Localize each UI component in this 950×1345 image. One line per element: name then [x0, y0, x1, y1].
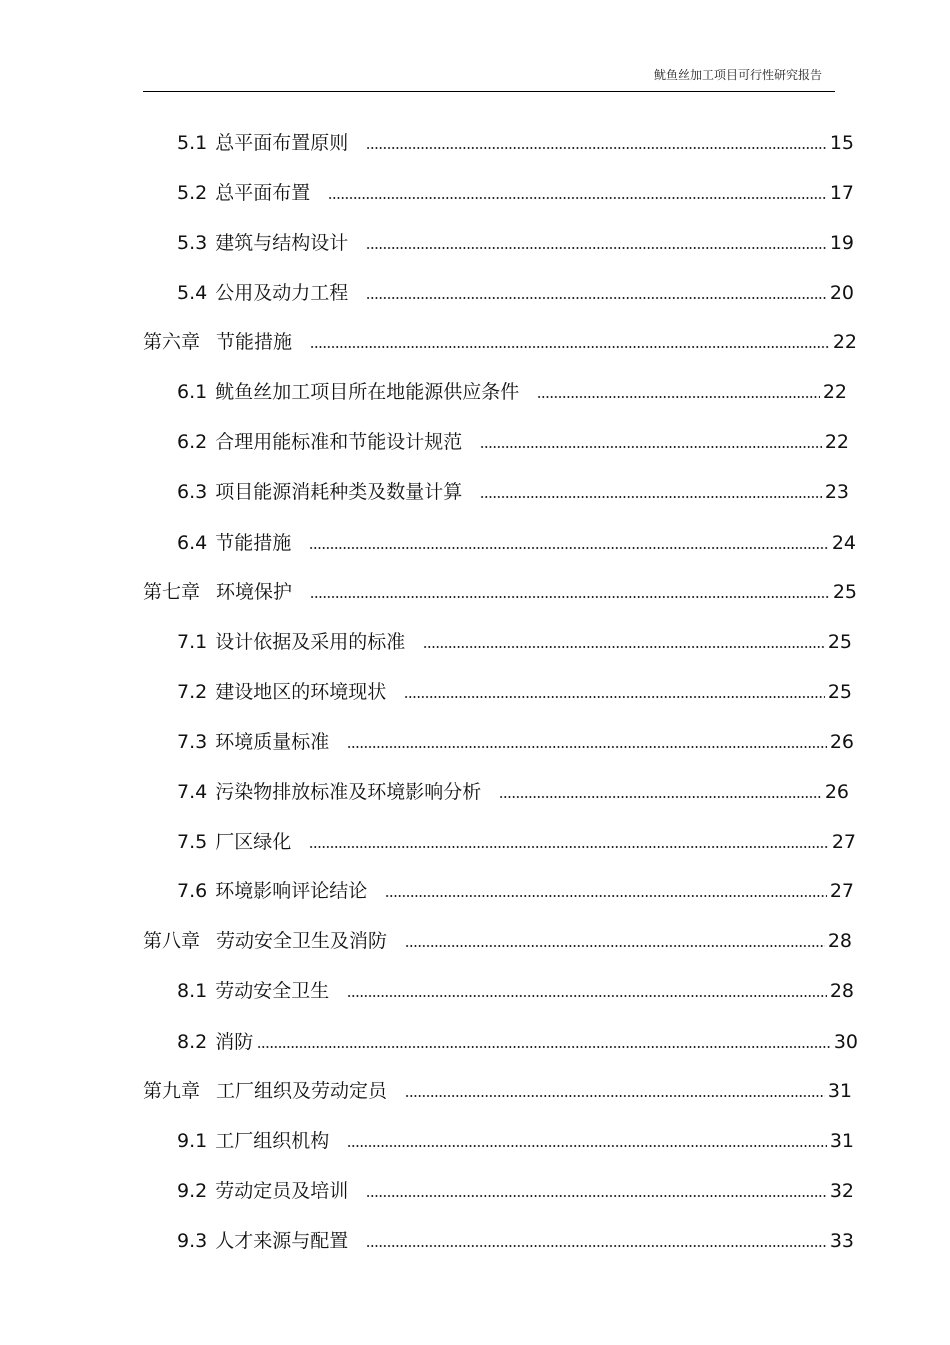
dot-leader — [347, 1142, 827, 1149]
toc-number: 5.1 — [177, 132, 208, 154]
toc-page-number: 25 — [832, 581, 857, 603]
toc-entry-chapter-8[interactable] — [143, 929, 852, 953]
toc-page-number: 22 — [824, 431, 849, 453]
dot-leader — [537, 393, 820, 400]
toc-page-number: 17 — [829, 182, 854, 204]
toc-number: 5.3 — [177, 232, 208, 254]
toc-title: 工厂组织机构 — [215, 1130, 330, 1152]
toc-page-number: 24 — [831, 532, 856, 554]
toc-page-number: 27 — [829, 880, 854, 902]
toc-title: 人才来源与配置 — [215, 1230, 349, 1252]
dot-leader — [480, 443, 822, 450]
toc-page-number: 31 — [829, 1130, 854, 1152]
toc-title: 公用及动力工程 — [215, 282, 349, 304]
toc-number: 7.6 — [177, 880, 208, 902]
toc-number: 8.1 — [177, 980, 208, 1002]
toc-number: 5.4 — [177, 282, 208, 304]
toc-entry-7-3[interactable] — [177, 730, 854, 754]
toc-number: 7.5 — [177, 831, 208, 853]
toc-page-number: 22 — [832, 331, 857, 353]
toc-number: 6.1 — [177, 381, 208, 403]
toc-entry-7-2[interactable] — [177, 680, 852, 704]
dot-leader — [328, 194, 827, 201]
toc-title: 鱿鱼丝加工项目所在地能源供应条件 — [215, 381, 520, 403]
dot-leader — [499, 793, 822, 800]
toc-title: 工厂组织及劳动定员 — [216, 1080, 388, 1102]
toc-number: 9.3 — [177, 1230, 208, 1252]
toc-title: 消防 — [215, 1031, 254, 1053]
toc-page-number: 32 — [829, 1180, 854, 1202]
toc-number: 6.3 — [177, 481, 208, 503]
toc-entry-6-1[interactable] — [177, 380, 847, 404]
toc-title: 合理用能标准和节能设计规范 — [215, 431, 463, 453]
toc-page-number: 33 — [829, 1230, 854, 1252]
dot-leader — [310, 343, 830, 350]
toc-entry-5-1[interactable] — [177, 131, 854, 155]
toc-entry-8-2[interactable] — [177, 1030, 858, 1054]
toc-number: 7.1 — [177, 631, 208, 653]
toc-title: 总平面布置 — [215, 182, 311, 204]
toc-title: 总平面布置原则 — [215, 132, 349, 154]
toc-entry-7-1[interactable] — [177, 630, 852, 654]
dot-leader — [366, 1192, 827, 1199]
toc-chapter-number: 第六章 — [143, 331, 201, 353]
toc-page-number: 30 — [833, 1031, 858, 1053]
toc-number: 5.2 — [177, 182, 208, 204]
dot-leader — [366, 1242, 827, 1249]
toc-entry-chapter-6[interactable] — [143, 330, 857, 354]
toc-number: 7.4 — [177, 781, 208, 803]
toc-entry-9-1[interactable] — [177, 1129, 854, 1153]
toc-page-number: 26 — [829, 731, 854, 753]
dot-leader — [480, 493, 822, 500]
toc-title: 污染物排放标准及环境影响分析 — [215, 781, 482, 803]
toc-entry-9-2[interactable] — [177, 1179, 854, 1203]
toc-page-number: 26 — [824, 781, 849, 803]
toc-chapter-number: 第七章 — [143, 581, 201, 603]
toc-title: 环境质量标准 — [215, 731, 330, 753]
toc-chapter-number: 第九章 — [143, 1080, 201, 1102]
toc-number: 6.2 — [177, 431, 208, 453]
toc-entry-7-5[interactable] — [177, 830, 856, 854]
dot-leader — [257, 1043, 831, 1050]
toc-number: 7.2 — [177, 681, 208, 703]
toc-number: 7.3 — [177, 731, 208, 753]
running-header-title: 鱿鱼丝加工项目可行性研究报告 — [653, 68, 822, 82]
toc-title: 环境保护 — [216, 581, 293, 603]
dot-leader — [366, 144, 827, 151]
toc-entry-7-4[interactable] — [177, 780, 849, 804]
toc-entry-8-1[interactable] — [177, 979, 854, 1003]
toc-number: 9.1 — [177, 1130, 208, 1152]
toc-entry-6-4[interactable] — [177, 531, 856, 555]
toc-number: 8.2 — [177, 1031, 208, 1053]
dot-leader — [385, 892, 827, 899]
toc-entry-chapter-7[interactable] — [143, 580, 857, 604]
toc-page-number: 20 — [829, 282, 854, 304]
dot-leader — [366, 244, 827, 251]
dot-leader — [405, 942, 825, 949]
toc-entry-9-3[interactable] — [177, 1229, 854, 1253]
toc-page-number: 28 — [827, 930, 852, 952]
toc-title: 环境影响评论结论 — [215, 880, 368, 902]
toc-page-number: 25 — [827, 681, 852, 703]
dot-leader — [404, 693, 825, 700]
toc-page-number: 22 — [822, 381, 847, 403]
toc-entry-5-4[interactable] — [177, 281, 854, 305]
dot-leader — [423, 643, 825, 650]
toc-number: 9.2 — [177, 1180, 208, 1202]
header-rule — [143, 91, 835, 92]
toc-entry-7-6[interactable] — [177, 879, 854, 903]
toc-title: 劳动安全卫生 — [215, 980, 330, 1002]
toc-title: 建设地区的环境现状 — [215, 681, 387, 703]
toc-title: 厂区绿化 — [215, 831, 292, 853]
dot-leader — [347, 992, 827, 999]
toc-page-number: 27 — [831, 831, 856, 853]
toc-entry-6-2[interactable] — [177, 430, 849, 454]
toc-title: 劳动安全卫生及消防 — [216, 930, 388, 952]
dot-leader — [366, 294, 827, 301]
toc-page-number: 31 — [827, 1080, 852, 1102]
toc-entry-chapter-9[interactable] — [143, 1079, 852, 1103]
toc-title: 建筑与结构设计 — [215, 232, 349, 254]
toc-entry-6-3[interactable] — [177, 480, 849, 504]
toc-title: 节能措施 — [216, 331, 293, 353]
toc-page-number: 28 — [829, 980, 854, 1002]
dot-leader — [405, 1092, 825, 1099]
toc-number: 6.4 — [177, 532, 208, 554]
toc-title: 项目能源消耗种类及数量计算 — [215, 481, 463, 503]
toc-title: 设计依据及采用的标准 — [215, 631, 406, 653]
toc-chapter-number: 第八章 — [143, 930, 201, 952]
toc-page-number: 15 — [829, 132, 854, 154]
dot-leader — [309, 544, 829, 551]
dot-leader — [309, 843, 829, 850]
toc-page-number: 23 — [824, 481, 849, 503]
toc-page-number: 19 — [829, 232, 854, 254]
toc-entry-5-3[interactable] — [177, 231, 854, 255]
toc-title: 节能措施 — [215, 532, 292, 554]
toc-entry-5-2[interactable] — [177, 181, 854, 205]
dot-leader — [310, 593, 830, 600]
dot-leader — [347, 743, 827, 750]
toc-page-number: 25 — [827, 631, 852, 653]
toc-title: 劳动定员及培训 — [215, 1180, 349, 1202]
